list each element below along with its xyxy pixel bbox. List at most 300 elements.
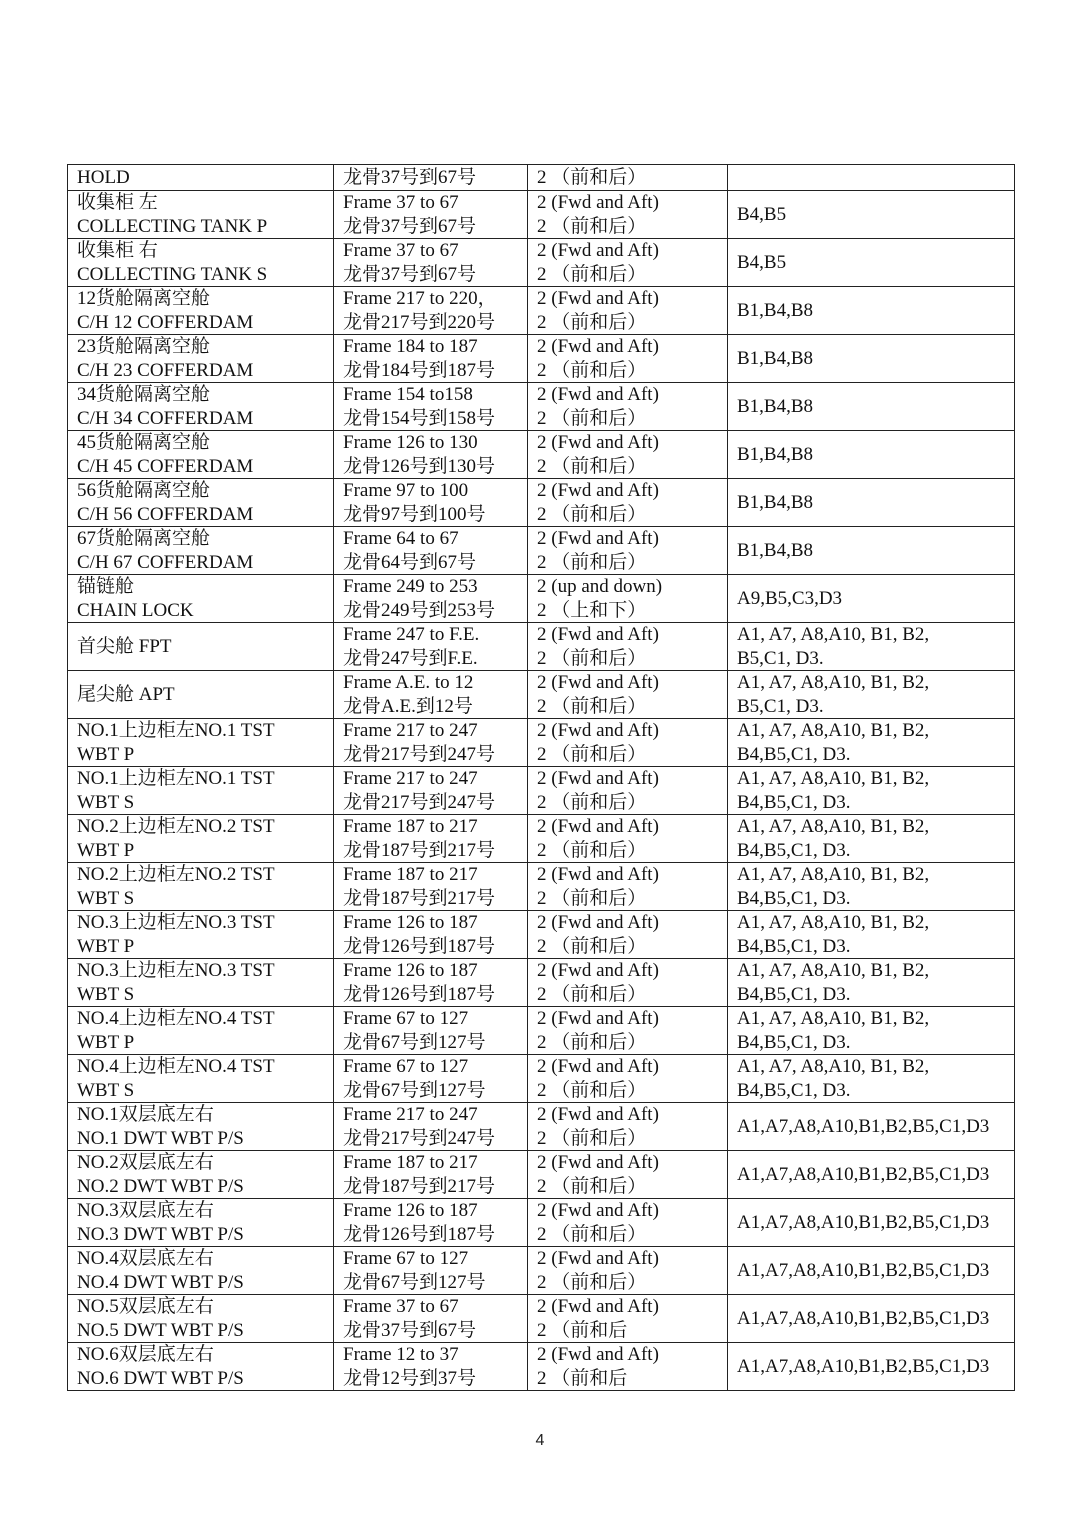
cell-quantity-line: 2 （前和后） bbox=[537, 263, 647, 285]
cell-quantity-line: 2 (Fwd and Aft) bbox=[537, 528, 659, 549]
cell-space-line: 12货舱隔离空舱 bbox=[77, 288, 211, 309]
cell-quantity-line: 2 (Fwd and Aft) bbox=[537, 912, 659, 933]
cell-frames-line: Frame 37 to 67 bbox=[343, 1296, 459, 1317]
table-row bbox=[68, 1151, 1015, 1199]
cell-quantity-line: 2 (Fwd and Aft) bbox=[537, 1008, 659, 1029]
cell-frames-line: Frame 217 to 247 bbox=[343, 720, 478, 741]
cell-space-line: C/H 67 COFFERDAM bbox=[77, 551, 254, 573]
cell-space-line: NO.4 DWT WBT P/S bbox=[77, 1271, 244, 1293]
cell-items bbox=[728, 719, 1015, 767]
cell-space-line: NO.3双层底左右 bbox=[77, 1200, 214, 1221]
cell-frames-line: Frame 126 to 187 bbox=[343, 1200, 478, 1221]
table-row bbox=[68, 1247, 1015, 1295]
cell-frames bbox=[334, 239, 528, 287]
cell-items-line: B1,B4,B8 bbox=[737, 539, 814, 561]
cell-quantity bbox=[528, 191, 728, 239]
cell-quantity-line: 2 (Fwd and Aft) bbox=[537, 816, 659, 837]
cell-items-line: B1,B4,B8 bbox=[737, 443, 814, 465]
cell-space bbox=[68, 431, 334, 479]
cell-frames-line: 龙骨67号到127号 bbox=[343, 1271, 486, 1293]
cell-frames-line: Frame 184 to 187 bbox=[343, 336, 478, 357]
cell-space-line: WBT P bbox=[77, 839, 135, 861]
cell-space-line: WBT S bbox=[77, 791, 135, 813]
cell-frames-line: 龙骨154号到158号 bbox=[343, 407, 496, 429]
cell-quantity-line: 2 (Fwd and Aft) bbox=[537, 672, 659, 693]
cell-frames-line: 龙骨187号到217号 bbox=[343, 839, 496, 861]
cell-quantity bbox=[528, 959, 728, 1007]
cell-quantity-line: 2 (Fwd and Aft) bbox=[537, 720, 659, 741]
cell-items-line: A1,A7,A8,A10,B1,B2,B5,C1,D3 bbox=[737, 1259, 990, 1281]
cell-items-line: B4,B5,C1, D3. bbox=[737, 791, 851, 813]
cell-frames bbox=[334, 911, 528, 959]
cell-frames bbox=[334, 1295, 528, 1343]
cell-frames bbox=[334, 575, 528, 623]
cell-quantity-line: 2 （前和后） bbox=[537, 455, 647, 477]
table-row bbox=[68, 575, 1015, 623]
cell-quantity-line: 2 （前和后） bbox=[537, 503, 647, 525]
cell-frames-line: 龙骨64号到67号 bbox=[343, 551, 477, 573]
cell-space-line: NO.1上边柜左NO.1 TST bbox=[77, 720, 275, 741]
cell-frames-line: Frame 154 to158 bbox=[343, 384, 473, 405]
cell-quantity bbox=[528, 1151, 728, 1199]
cell-quantity-line: 2 （前和后） bbox=[537, 1175, 647, 1197]
cell-items bbox=[728, 1103, 1015, 1151]
cell-items-line: A1,A7,A8,A10,B1,B2,B5,C1,D3 bbox=[737, 1211, 990, 1233]
table-row bbox=[68, 863, 1015, 911]
cell-frames bbox=[334, 863, 528, 911]
cell-items bbox=[728, 959, 1015, 1007]
cell-space-line: NO.3 DWT WBT P/S bbox=[77, 1223, 244, 1245]
table-row bbox=[68, 431, 1015, 479]
cell-frames-line: Frame 37 to 67 bbox=[343, 192, 459, 213]
cell-quantity-line: 2 (Fwd and Aft) bbox=[537, 1200, 659, 1221]
cell-quantity-line: 2 （前和后 bbox=[537, 1319, 628, 1341]
cell-space-line: WBT P bbox=[77, 743, 135, 765]
cell-quantity bbox=[528, 719, 728, 767]
cell-items-line: B1,B4,B8 bbox=[737, 347, 814, 369]
cell-frames-line: 龙骨126号到130号 bbox=[343, 455, 496, 477]
cell-frames-line: Frame 97 to 100 bbox=[343, 480, 469, 501]
cell-frames-line: Frame 249 to 253 bbox=[343, 576, 478, 597]
cell-quantity-line: 2 (Fwd and Aft) bbox=[537, 336, 659, 357]
cell-space-line: NO.3上边柜左NO.3 TST bbox=[77, 960, 275, 981]
cell-items-line: B1,B4,B8 bbox=[737, 491, 814, 513]
table-row bbox=[68, 1007, 1015, 1055]
cell-space bbox=[68, 1295, 334, 1343]
cell-items-line: B4,B5,C1, D3. bbox=[737, 983, 851, 1005]
cell-space-line: NO.5双层底左右 bbox=[77, 1296, 214, 1317]
cell-space-line: WBT P bbox=[77, 935, 135, 957]
cell-quantity bbox=[528, 1295, 728, 1343]
cell-space-line: COLLECTING TANK P bbox=[77, 215, 268, 237]
cell-frames bbox=[334, 1199, 528, 1247]
cell-items bbox=[728, 431, 1015, 479]
cell-items-line: A1, A7, A8,A10, B1, B2, bbox=[737, 1056, 930, 1077]
cell-frames bbox=[334, 383, 528, 431]
cell-quantity bbox=[528, 815, 728, 863]
cell-quantity-line: 2 （前和后） bbox=[537, 1223, 647, 1245]
cell-frames bbox=[334, 815, 528, 863]
cell-space bbox=[68, 287, 334, 335]
table-row bbox=[68, 1343, 1015, 1391]
cell-frames-line: 龙骨126号到187号 bbox=[343, 935, 496, 957]
cell-quantity-line: 2 (Fwd and Aft) bbox=[537, 1152, 659, 1173]
cell-space-line: 34货舱隔离空舱 bbox=[77, 384, 211, 405]
cell-space-line: NO.2上边柜左NO.2 TST bbox=[77, 816, 275, 837]
cell-items bbox=[728, 1007, 1015, 1055]
cell-frames-line: 龙骨126号到187号 bbox=[343, 1223, 496, 1245]
cell-space bbox=[68, 239, 334, 287]
cell-space bbox=[68, 1151, 334, 1199]
cell-frames-line: Frame 67 to 127 bbox=[343, 1008, 469, 1029]
cell-quantity-line: 2 (Fwd and Aft) bbox=[537, 1296, 659, 1317]
cell-space-line: 收集柜 右 bbox=[77, 240, 158, 261]
cell-space-line: CHAIN LOCK bbox=[77, 599, 194, 621]
cell-space-line: WBT S bbox=[77, 887, 135, 909]
cell-space bbox=[68, 165, 334, 191]
cell-items-line: A9,B5,C3,D3 bbox=[737, 587, 843, 609]
cell-space-line: C/H 45 COFFERDAM bbox=[77, 455, 254, 477]
cell-quantity-line: 2 (Fwd and Aft) bbox=[537, 480, 659, 501]
cell-space bbox=[68, 719, 334, 767]
cell-quantity-line: 2 (Fwd and Aft) bbox=[537, 1344, 659, 1365]
table-row bbox=[68, 1295, 1015, 1343]
cell-frames bbox=[334, 1343, 528, 1391]
table-row bbox=[68, 719, 1015, 767]
cell-space-line: 收集柜 左 bbox=[77, 192, 158, 213]
cell-space-line: 45货舱隔离空舱 bbox=[77, 432, 211, 453]
cell-items-line: B4,B5 bbox=[737, 203, 787, 225]
cell-quantity bbox=[528, 671, 728, 719]
cell-space bbox=[68, 815, 334, 863]
cell-items bbox=[728, 623, 1015, 671]
cell-frames-line: 龙骨67号到127号 bbox=[343, 1031, 486, 1053]
cell-frames bbox=[334, 1103, 528, 1151]
cell-space bbox=[68, 383, 334, 431]
cell-space-line: NO.4双层底左右 bbox=[77, 1248, 214, 1269]
cell-quantity bbox=[528, 623, 728, 671]
cell-frames-line: Frame 64 to 67 bbox=[343, 528, 459, 549]
cell-quantity-line: 2 (Fwd and Aft) bbox=[537, 240, 659, 261]
cell-items-line: A1, A7, A8,A10, B1, B2, bbox=[737, 1008, 930, 1029]
cell-quantity bbox=[528, 575, 728, 623]
cell-space-line: NO.4上边柜左NO.4 TST bbox=[77, 1056, 275, 1077]
cell-items bbox=[728, 863, 1015, 911]
cell-space-line: C/H 12 COFFERDAM bbox=[77, 311, 254, 333]
cell-items-line: A1, A7, A8,A10, B1, B2, bbox=[737, 624, 930, 645]
cell-space-line: 67货舱隔离空舱 bbox=[77, 528, 211, 549]
table-row bbox=[68, 815, 1015, 863]
cell-quantity-line: 2 （前和后 bbox=[537, 1367, 628, 1389]
cell-space bbox=[68, 911, 334, 959]
cell-items-line: A1, A7, A8,A10, B1, B2, bbox=[737, 768, 930, 789]
cell-items-line: B5,C1, D3. bbox=[737, 695, 824, 717]
cell-space-line: WBT P bbox=[77, 1031, 135, 1053]
cell-space bbox=[68, 1343, 334, 1391]
cell-frames-line: Frame 67 to 127 bbox=[343, 1056, 469, 1077]
cell-frames bbox=[334, 1055, 528, 1103]
cell-space bbox=[68, 575, 334, 623]
cell-quantity bbox=[528, 431, 728, 479]
cell-items bbox=[728, 767, 1015, 815]
cell-quantity-line: 2 （前和后） bbox=[537, 743, 647, 765]
cell-frames bbox=[334, 431, 528, 479]
cell-space bbox=[68, 767, 334, 815]
cell-space-line: NO.6 DWT WBT P/S bbox=[77, 1367, 244, 1389]
cell-frames-line: 龙骨37号到67号 bbox=[343, 166, 477, 188]
cell-quantity-line: 2 (up and down) bbox=[537, 576, 663, 597]
cell-frames-line: 龙骨12号到37号 bbox=[343, 1367, 477, 1389]
cell-frames bbox=[334, 719, 528, 767]
cell-frames bbox=[334, 623, 528, 671]
cell-quantity-line: 2 （前和后） bbox=[537, 407, 647, 429]
table-row bbox=[68, 959, 1015, 1007]
cell-frames-line: Frame 126 to 130 bbox=[343, 432, 478, 453]
cell-quantity bbox=[528, 239, 728, 287]
cell-quantity-line: 2 （前和后） bbox=[537, 359, 647, 381]
cell-quantity-line: 2 (Fwd and Aft) bbox=[537, 1248, 659, 1269]
table-body bbox=[68, 165, 1015, 1391]
cell-items bbox=[728, 527, 1015, 575]
cell-quantity bbox=[528, 1103, 728, 1151]
cell-quantity-line: 2 （前和后） bbox=[537, 551, 647, 573]
cell-space bbox=[68, 623, 334, 671]
cell-quantity bbox=[528, 335, 728, 383]
cell-quantity bbox=[528, 863, 728, 911]
cell-space-line: NO.3上边柜左NO.3 TST bbox=[77, 912, 275, 933]
cell-space-line: 首尖舱 FPT bbox=[77, 635, 172, 657]
cell-items-line: B1,B4,B8 bbox=[737, 299, 814, 321]
cell-quantity bbox=[528, 767, 728, 815]
cell-items-line: A1, A7, A8,A10, B1, B2, bbox=[737, 672, 930, 693]
cell-items bbox=[728, 287, 1015, 335]
cell-frames bbox=[334, 1007, 528, 1055]
cell-frames-line: 龙骨247号到F.E. bbox=[343, 647, 478, 669]
cell-space bbox=[68, 335, 334, 383]
cell-frames-line: 龙骨126号到187号 bbox=[343, 983, 496, 1005]
cell-space-line: NO.6双层底左右 bbox=[77, 1344, 214, 1365]
cell-space-line: C/H 34 COFFERDAM bbox=[77, 407, 254, 429]
cell-space-line: NO.5 DWT WBT P/S bbox=[77, 1319, 244, 1341]
cell-items bbox=[728, 191, 1015, 239]
cell-space-line: NO.1双层底左右 bbox=[77, 1104, 214, 1125]
cell-quantity-line: 2 (Fwd and Aft) bbox=[537, 288, 659, 309]
cell-items bbox=[728, 479, 1015, 527]
table-row bbox=[68, 911, 1015, 959]
cell-quantity-line: 2 (Fwd and Aft) bbox=[537, 960, 659, 981]
cell-frames bbox=[334, 335, 528, 383]
table-row bbox=[68, 1199, 1015, 1247]
cell-frames-line: Frame 187 to 217 bbox=[343, 864, 478, 885]
cell-space-line: NO.2双层底左右 bbox=[77, 1152, 214, 1173]
cell-items bbox=[728, 239, 1015, 287]
cell-quantity-line: 2 （前和后） bbox=[537, 311, 647, 333]
cell-quantity-line: 2 (Fwd and Aft) bbox=[537, 384, 659, 405]
cell-space bbox=[68, 1103, 334, 1151]
cell-frames-line: 龙骨187号到217号 bbox=[343, 887, 496, 909]
cell-items-line: A1,A7,A8,A10,B1,B2,B5,C1,D3 bbox=[737, 1307, 990, 1329]
cell-space bbox=[68, 1247, 334, 1295]
cell-space-line: WBT S bbox=[77, 983, 135, 1005]
cell-quantity bbox=[528, 479, 728, 527]
cell-space-line: 尾尖舱 APT bbox=[77, 683, 175, 705]
cell-items bbox=[728, 911, 1015, 959]
table-row bbox=[68, 383, 1015, 431]
cell-items-line: B4,B5,C1, D3. bbox=[737, 1031, 851, 1053]
cell-quantity-line: 2 （前和后） bbox=[537, 935, 647, 957]
cell-frames-line: Frame 187 to 217 bbox=[343, 816, 478, 837]
cell-quantity-line: 2 （前和后） bbox=[537, 1079, 647, 1101]
cell-frames-line: 龙骨184号到187号 bbox=[343, 359, 496, 381]
cell-frames bbox=[334, 527, 528, 575]
cell-items-line: A1, A7, A8,A10, B1, B2, bbox=[737, 720, 930, 741]
cell-items-line: A1, A7, A8,A10, B1, B2, bbox=[737, 864, 930, 885]
cell-frames-line: 龙骨187号到217号 bbox=[343, 1175, 496, 1197]
cell-quantity-line: 2 （前和后） bbox=[537, 1127, 647, 1149]
cell-quantity-line: 2 (Fwd and Aft) bbox=[537, 1056, 659, 1077]
cell-space-line: NO.4上边柜左NO.4 TST bbox=[77, 1008, 275, 1029]
table-row bbox=[68, 191, 1015, 239]
cell-quantity-line: 2 （前和后） bbox=[537, 1031, 647, 1053]
cell-items bbox=[728, 1055, 1015, 1103]
cell-quantity bbox=[528, 165, 728, 191]
cell-space bbox=[68, 671, 334, 719]
table-row bbox=[68, 767, 1015, 815]
cell-items-line: B4,B5 bbox=[737, 251, 787, 273]
table-row bbox=[68, 239, 1015, 287]
cell-items bbox=[728, 335, 1015, 383]
cell-space bbox=[68, 863, 334, 911]
cell-frames-line: Frame 217 to 247 bbox=[343, 1104, 478, 1125]
cell-space bbox=[68, 479, 334, 527]
table-row bbox=[68, 335, 1015, 383]
cell-items-line: B1,B4,B8 bbox=[737, 395, 814, 417]
cell-frames-line: 龙骨A.E.到12号 bbox=[343, 695, 473, 717]
table-row bbox=[68, 165, 1015, 191]
cell-items bbox=[728, 1151, 1015, 1199]
cell-space bbox=[68, 527, 334, 575]
cell-items bbox=[728, 165, 1015, 191]
cell-quantity-line: 2 （上和下） bbox=[537, 599, 647, 621]
cell-items bbox=[728, 575, 1015, 623]
cell-quantity-line: 2 （前和后） bbox=[537, 983, 647, 1005]
cell-quantity-line: 2 （前和后） bbox=[537, 1271, 647, 1293]
cell-frames bbox=[334, 959, 528, 1007]
cell-quantity-line: 2 （前和后） bbox=[537, 166, 647, 188]
cell-items bbox=[728, 383, 1015, 431]
cell-frames-line: 龙骨37号到67号 bbox=[343, 263, 477, 285]
cell-frames bbox=[334, 1151, 528, 1199]
cell-items-line: A1,A7,A8,A10,B1,B2,B5,C1,D3 bbox=[737, 1163, 990, 1185]
cell-items-line: B4,B5,C1, D3. bbox=[737, 1079, 851, 1101]
table-row bbox=[68, 671, 1015, 719]
cell-frames-line: Frame 187 to 217 bbox=[343, 1152, 478, 1173]
cell-quantity-line: 2 （前和后） bbox=[537, 647, 647, 669]
cell-space bbox=[68, 1007, 334, 1055]
cell-space-line: NO.2上边柜左NO.2 TST bbox=[77, 864, 275, 885]
cell-frames-line: Frame 12 to 37 bbox=[343, 1344, 459, 1365]
cell-quantity-line: 2 （前和后） bbox=[537, 791, 647, 813]
cell-items-line: A1,A7,A8,A10,B1,B2,B5,C1,D3 bbox=[737, 1355, 990, 1377]
table-row bbox=[68, 1103, 1015, 1151]
cell-space-line: NO.2 DWT WBT P/S bbox=[77, 1175, 244, 1197]
cell-quantity bbox=[528, 911, 728, 959]
cell-items-line: B4,B5,C1, D3. bbox=[737, 839, 851, 861]
cell-items-line: A1,A7,A8,A10,B1,B2,B5,C1,D3 bbox=[737, 1115, 990, 1137]
cell-space-line: 23货舱隔离空舱 bbox=[77, 336, 211, 357]
cell-items bbox=[728, 1199, 1015, 1247]
cell-quantity-line: 2 (Fwd and Aft) bbox=[537, 624, 659, 645]
table-row bbox=[68, 527, 1015, 575]
cell-frames-line: 龙骨37号到67号 bbox=[343, 1319, 477, 1341]
cell-quantity-line: 2 （前和后） bbox=[537, 887, 647, 909]
cell-items bbox=[728, 1295, 1015, 1343]
cell-frames-line: 龙骨217号到220号 bbox=[343, 311, 496, 333]
cell-items-line: B4,B5,C1, D3. bbox=[737, 887, 851, 909]
cell-frames-line: Frame 67 to 127 bbox=[343, 1248, 469, 1269]
cell-frames-line: 龙骨249号到253号 bbox=[343, 599, 496, 621]
cell-space bbox=[68, 1055, 334, 1103]
table-row bbox=[68, 623, 1015, 671]
cell-frames bbox=[334, 287, 528, 335]
cell-quantity bbox=[528, 1055, 728, 1103]
cell-frames bbox=[334, 165, 528, 191]
cell-quantity-line: 2 （前和后） bbox=[537, 695, 647, 717]
cell-items bbox=[728, 1343, 1015, 1391]
inspection-table bbox=[67, 164, 1015, 1391]
cell-frames-line: 龙骨217号到247号 bbox=[343, 1127, 496, 1149]
cell-space-line: C/H 56 COFFERDAM bbox=[77, 503, 254, 525]
cell-frames-line: Frame 126 to 187 bbox=[343, 912, 478, 933]
cell-space bbox=[68, 1199, 334, 1247]
cell-space-line: COLLECTING TANK S bbox=[77, 263, 268, 285]
cell-space-line: 56货舱隔离空舱 bbox=[77, 480, 211, 501]
cell-frames-line: Frame 247 to F.E. bbox=[343, 624, 480, 645]
cell-frames bbox=[334, 767, 528, 815]
cell-frames-line: Frame A.E. to 12 bbox=[343, 672, 474, 693]
cell-space-line: HOLD bbox=[77, 166, 130, 188]
cell-quantity-line: 2 （前和后） bbox=[537, 215, 647, 237]
cell-frames-line: 龙骨217号到247号 bbox=[343, 743, 496, 765]
page-number: 4 bbox=[535, 1432, 545, 1449]
cell-space-line: 锚链舱 bbox=[77, 576, 135, 597]
cell-items bbox=[728, 815, 1015, 863]
cell-frames-line: 龙骨217号到247号 bbox=[343, 791, 496, 813]
cell-frames-line: 龙骨97号到100号 bbox=[343, 503, 486, 525]
cell-items-line: B4,B5,C1, D3. bbox=[737, 935, 851, 957]
cell-quantity bbox=[528, 527, 728, 575]
cell-items bbox=[728, 1247, 1015, 1295]
cell-frames-line: Frame 126 to 187 bbox=[343, 960, 478, 981]
cell-space-line: WBT S bbox=[77, 1079, 135, 1101]
cell-items-line: B5,C1, D3. bbox=[737, 647, 824, 669]
cell-quantity-line: 2 （前和后） bbox=[537, 839, 647, 861]
table-row bbox=[68, 479, 1015, 527]
cell-quantity bbox=[528, 1343, 728, 1391]
cell-frames-line: 龙骨67号到127号 bbox=[343, 1079, 486, 1101]
cell-items-line: A1, A7, A8,A10, B1, B2, bbox=[737, 816, 930, 837]
cell-quantity-line: 2 (Fwd and Aft) bbox=[537, 192, 659, 213]
cell-frames bbox=[334, 191, 528, 239]
cell-quantity-line: 2 (Fwd and Aft) bbox=[537, 432, 659, 453]
cell-quantity-line: 2 (Fwd and Aft) bbox=[537, 768, 659, 789]
cell-space bbox=[68, 959, 334, 1007]
cell-quantity bbox=[528, 1199, 728, 1247]
table-row bbox=[68, 1055, 1015, 1103]
cell-quantity bbox=[528, 1007, 728, 1055]
table-row bbox=[68, 287, 1015, 335]
cell-frames bbox=[334, 479, 528, 527]
